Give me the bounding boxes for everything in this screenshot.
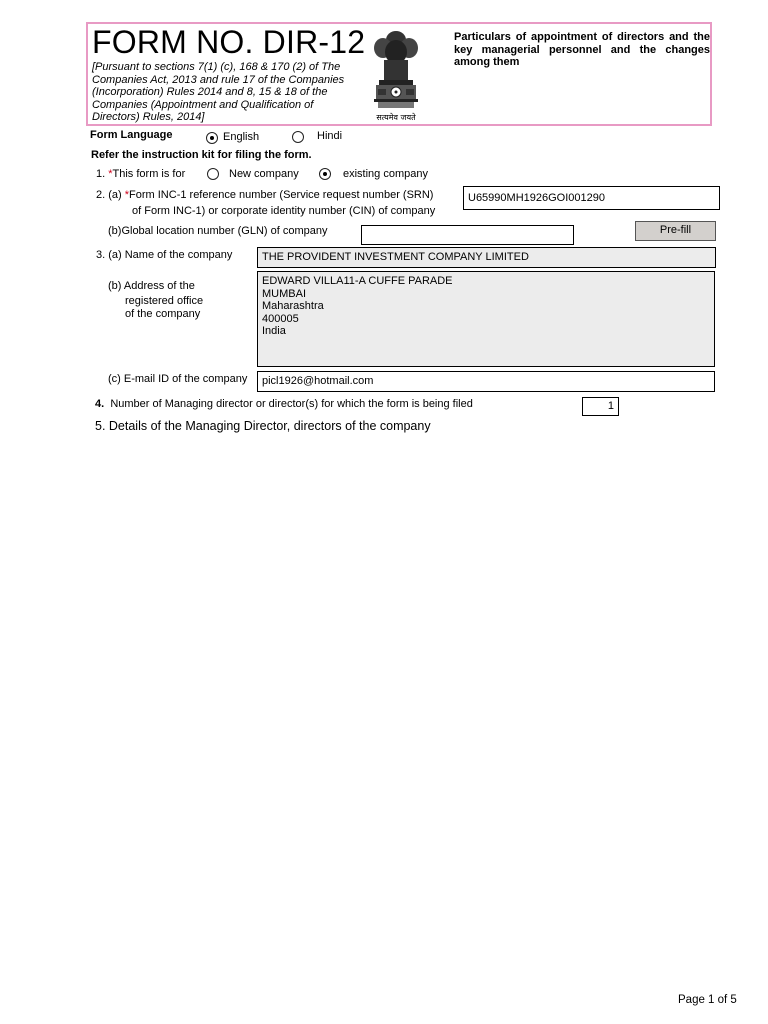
cin-input[interactable]: U65990MH1926GOI001290 xyxy=(463,186,720,210)
language-hindi-label: Hindi xyxy=(317,130,343,142)
q1-label xyxy=(96,168,185,181)
existing-company-label: existing company xyxy=(343,168,428,180)
q1-text: This form is for xyxy=(112,168,186,180)
q2b-label: (b)Global location number (GLN) of company xyxy=(108,225,328,237)
required-mark: * xyxy=(124,189,130,201)
form-legal-reference: [Pursuant to sections 7(1) (c), 168 & 170 (2) of The Companies Act, 2013 and rule 17 of the Companies (Incorporation) Rules 2014 and 8, 15 & 18 of the Companies (Appointment and Qualification of Directors) Rules, 2014] xyxy=(92,61,345,124)
q4-label xyxy=(95,398,473,411)
language-english-label: English xyxy=(223,131,260,143)
instruction-kit-note: Refer the instruction kit for filing the form. xyxy=(91,149,312,161)
q2a-label-line2: of Form INC-1) or corporate identity number (CIN) of company xyxy=(132,205,436,217)
national-emblem-icon xyxy=(366,26,426,124)
registered-office-address-field[interactable]: EDWARD VILLA11-A CUFFE PARADE MUMBAI Maharashtra 400005 India xyxy=(257,271,715,367)
q4-text: Number of Managing director or director(s) for which the form is being filed xyxy=(110,398,473,410)
language-hindi-radio[interactable] xyxy=(292,131,304,143)
required-mark: * xyxy=(108,168,113,180)
q3b-label-line3: of the company xyxy=(125,308,201,320)
q1-number: 1. xyxy=(96,168,106,180)
form-language-label: Form Language xyxy=(90,129,173,141)
prefill-button[interactable]: Pre-fill xyxy=(635,221,716,241)
q2a-text-line1: Form INC-1 reference number (Service request number (SRN) xyxy=(129,189,434,201)
form-description: Particulars of appointment of directors and the key managerial personnel and the changes among them xyxy=(454,31,710,69)
language-english-radio[interactable] xyxy=(206,132,218,144)
q3a-label: 3. (a) Name of the company xyxy=(96,249,233,261)
form-title: FORM NO. DIR-12 xyxy=(92,24,366,60)
q2a-label-line1 xyxy=(96,189,433,202)
q4-number: 4. xyxy=(95,398,105,410)
company-email-field[interactable]: picl1926@hotmail.com xyxy=(257,371,715,392)
director-count-field[interactable]: 1 xyxy=(582,397,619,416)
q3b-label-line2: registered office xyxy=(125,295,204,307)
page-indicator: Page 1 of 5 xyxy=(678,994,737,1006)
new-company-label: New company xyxy=(229,168,299,180)
company-name-field[interactable]: THE PROVIDENT INVESTMENT COMPANY LIMITED xyxy=(257,247,716,268)
q3c-label: (c) E-mail ID of the company xyxy=(108,373,248,385)
gln-input[interactable] xyxy=(361,225,574,245)
q5-label: 5. Details of the Managing Director, directors of the company xyxy=(95,419,431,433)
emblem-motto: सत्यमेव जयते xyxy=(376,113,416,122)
q2a-number: 2. (a) xyxy=(96,189,122,201)
new-company-radio[interactable] xyxy=(207,168,219,180)
existing-company-radio[interactable] xyxy=(319,168,331,180)
q3b-label-line1: (b) Address of the xyxy=(108,280,195,292)
